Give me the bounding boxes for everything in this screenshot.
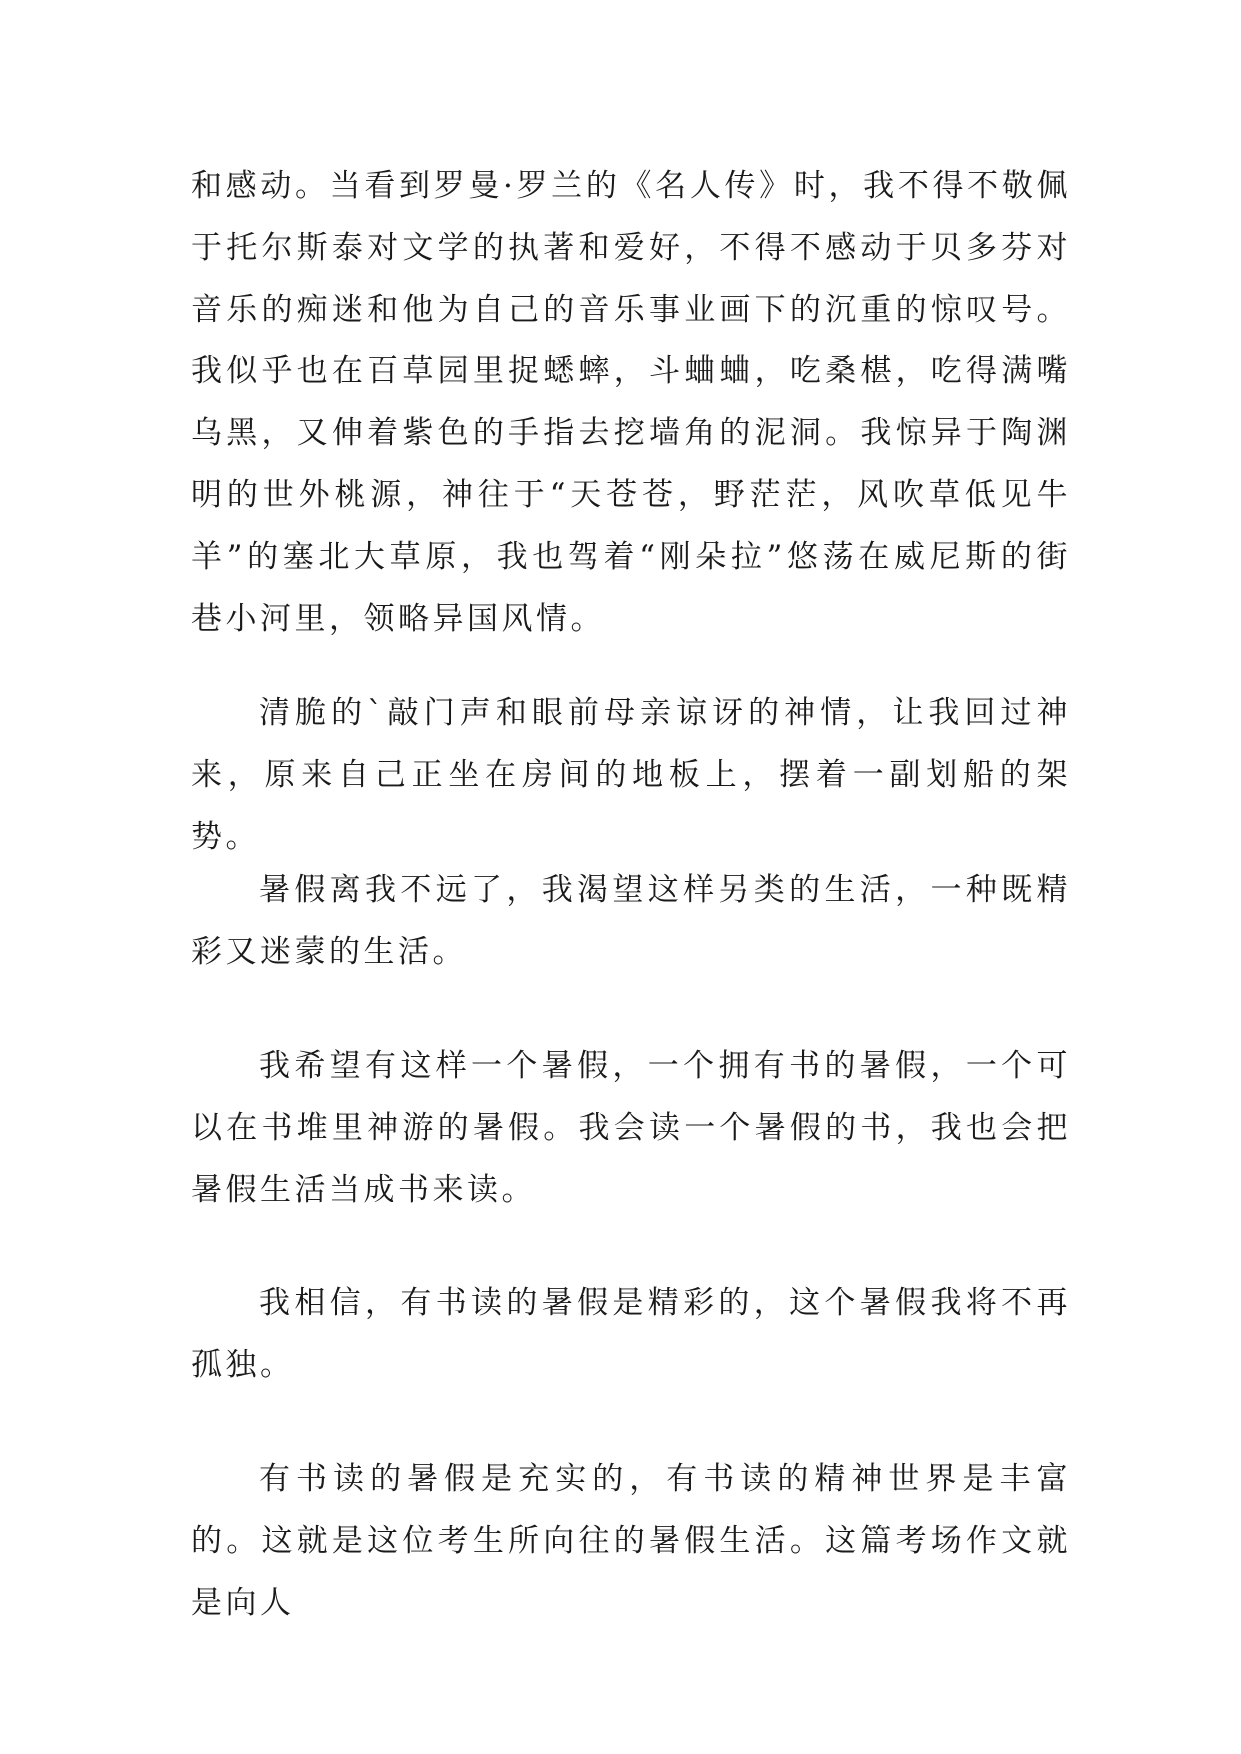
paragraph-knock: 清脆的`敲门声和眼前母亲谅讶的神情，让我回过神来，原来自己正坐在房间的地板上，摆着一副划船的架势。 [191, 695, 1071, 855]
paragraph-summer-near: 暑假离我不远了，我渴望这样另类的生活，一种既精彩又迷蒙的生活。 [191, 872, 1071, 970]
paragraph-continuation: 和感动。当看到罗曼·罗兰的《名人传》时，我不得不敬佩于托尔斯泰对文学的执著和爱好，不得不感动于贝多芬对音乐的痴迷和他为自己的音乐事业画下的沉重的惊叹号。我似乎也在百草园里捉蟋蟀，斗蛐蛐，吃桑椹，吃得满嘴乌黑，又伸着紫色的手指去挖墙角的泥洞。我惊异于陶渊明的世外桃源，神往于“天苍苍，野茫茫，风吹草低见牛羊”的塞北大草原，我也驾着“刚朵拉”悠荡在威尼斯的街巷小河里，领略异国风情。 [191, 168, 1071, 637]
paragraph-belief: 我相信，有书读的暑假是精彩的，这个暑假我将不再孤独。 [191, 1285, 1071, 1383]
paragraph-commentary: 有书读的暑假是充实的，有书读的精神世界是丰富的。这就是这位考生所向往的暑假生活。这篇考场作文就是向人 [191, 1461, 1071, 1621]
paragraph-hope: 我希望有这样一个暑假，一个拥有书的暑假，一个可以在书堆里神游的暑假。我会读一个暑假的书，我也会把暑假生活当成书来读。 [191, 1048, 1071, 1208]
